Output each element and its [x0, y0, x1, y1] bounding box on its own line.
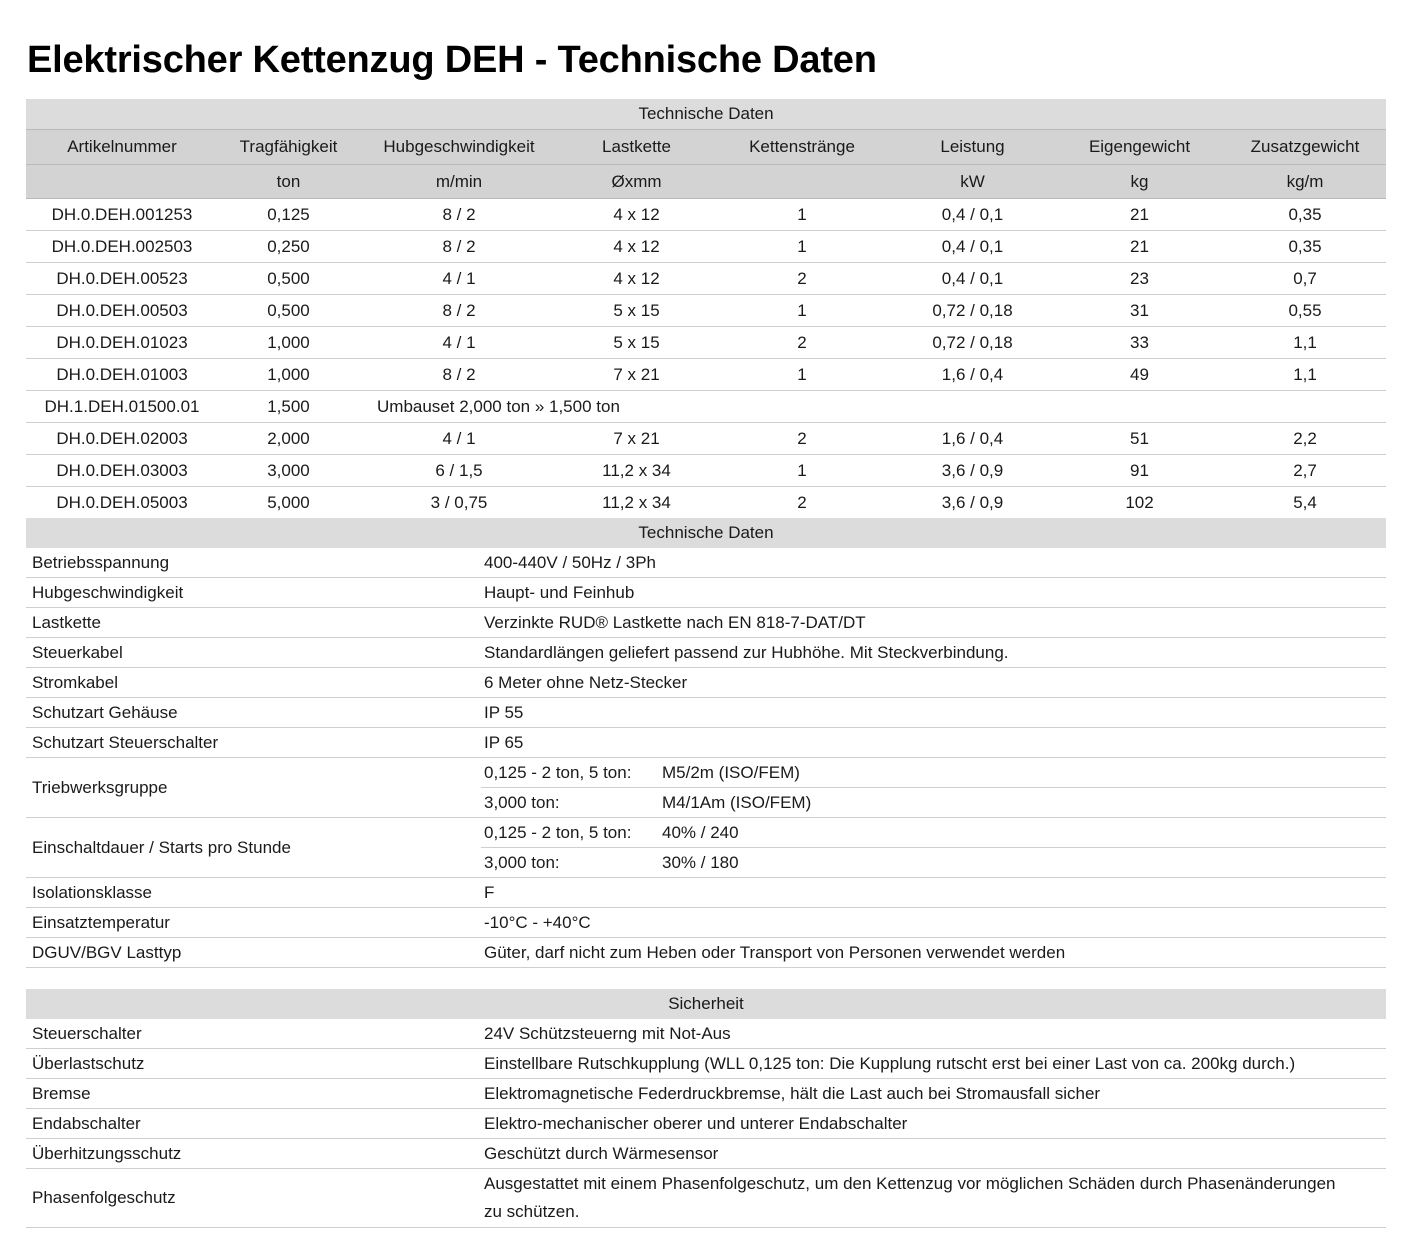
cell-lastkette: 7 x 21	[559, 423, 714, 455]
subvalue-row	[481, 788, 1386, 818]
column-header-tragfaehigkeit: Tragfähigkeit	[218, 130, 359, 165]
cell-eigengewicht: 33	[1055, 327, 1224, 359]
cell-hubgeschwindigkeit: 8 / 2	[359, 231, 559, 263]
cell-artikelnummer: DH.0.DEH.00503	[26, 295, 218, 327]
table-row-phasenfolgeschutz	[26, 1169, 1386, 1228]
row-value-stack	[481, 758, 1386, 818]
table-row	[26, 878, 1386, 908]
table-row	[26, 359, 1386, 391]
specs-table	[26, 99, 1386, 519]
table-row	[26, 295, 1386, 327]
unit-tragfaehigkeit: ton	[218, 165, 359, 199]
table-row	[26, 698, 1386, 728]
cell-leistung: 1,6 / 0,4	[890, 359, 1055, 391]
general-table-caption: Technische Daten	[26, 518, 1386, 548]
cell-eigengewicht: 102	[1055, 487, 1224, 519]
unit-kettenstraenge	[714, 165, 890, 199]
specs-table-unit-row	[26, 165, 1386, 199]
subvalue-row	[481, 758, 1386, 788]
table-row	[26, 638, 1386, 668]
row-label: Bremse	[26, 1079, 481, 1109]
cell-zusatzgewicht: 2,7	[1224, 455, 1386, 487]
row-value: 6 Meter ohne Netz-Stecker	[481, 668, 1386, 698]
cell-tragfaehigkeit: 0,250	[218, 231, 359, 263]
row-label: Einschaltdauer / Starts pro Stunde	[26, 818, 481, 878]
row-label: Isolationsklasse	[26, 878, 481, 908]
cell-eigengewicht: 23	[1055, 263, 1224, 295]
cell-lastkette: 5 x 15	[559, 295, 714, 327]
cell-zusatzgewicht: 1,1	[1224, 327, 1386, 359]
cell-lastkette: 7 x 21	[559, 359, 714, 391]
row-value: 24V Schützsteuerng mit Not-Aus	[481, 1019, 1386, 1049]
subvalue-condition: 0,125 - 2 ton, 5 ton:	[481, 818, 659, 848]
cell-artikelnummer: DH.0.DEH.01023	[26, 327, 218, 359]
cell-tragfaehigkeit: 0,500	[218, 295, 359, 327]
specs-table-caption-row	[26, 99, 1386, 130]
column-header-hubgeschwindigkeit: Hubgeschwindigkeit	[359, 130, 559, 165]
subvalue-condition: 3,000 ton:	[484, 792, 560, 812]
row-label: Betriebsspannung	[26, 548, 481, 578]
cell-eigengewicht: 21	[1055, 199, 1224, 231]
row-value: Elektromagnetische Federdruckbremse, hält die Last auch bei Stromausfall sicher	[481, 1079, 1386, 1109]
cell-lastkette: 5 x 15	[559, 327, 714, 359]
subvalue-value: M5/2m (ISO/FEM)	[659, 758, 1386, 788]
row-value: -10°C - +40°C	[481, 908, 1386, 938]
cell-kettenstraenge: 2	[714, 263, 890, 295]
cell-kettenstraenge: 1	[714, 199, 890, 231]
cell-artikelnummer: DH.0.DEH.001253	[26, 199, 218, 231]
subvalue-table	[481, 818, 1386, 877]
cell-artikelnummer: DH.0.DEH.03003	[26, 455, 218, 487]
column-header-eigengewicht: Eigengewicht	[1055, 130, 1224, 165]
table-row	[26, 199, 1386, 231]
cell-hubgeschwindigkeit: 4 / 1	[359, 263, 559, 295]
cell-artikelnummer: DH.0.DEH.00523	[26, 263, 218, 295]
table-row	[26, 1109, 1386, 1139]
column-header-leistung: Leistung	[890, 130, 1055, 165]
cell-eigengewicht: 49	[1055, 359, 1224, 391]
row-value: Elektro-mechanischer oberer und unterer Endabschalter	[481, 1109, 1386, 1139]
cell-hubgeschwindigkeit: 4 / 1	[359, 423, 559, 455]
cell-kettenstraenge: 2	[714, 423, 890, 455]
cell-lastkette: 4 x 12	[559, 231, 714, 263]
row-value: Verzinkte RUD® Lastkette nach EN 818-7-DAT/DT	[481, 608, 1386, 638]
table-row-umbauset	[26, 391, 1386, 423]
cell-zusatzgewicht: 1,1	[1224, 359, 1386, 391]
table-row	[26, 728, 1386, 758]
row-value: Güter, darf nicht zum Heben oder Transport von Personen verwendet werden	[481, 938, 1386, 968]
unit-artikelnummer	[26, 165, 218, 199]
cell-kettenstraenge: 1	[714, 295, 890, 327]
row-value: Einstellbare Rutschkupplung (WLL 0,125 ton: Die Kupplung rutscht erst bei einer Last von ca. 200kg durch.)	[481, 1049, 1386, 1079]
subvalue-condition: 3,000 ton:	[484, 852, 560, 872]
unit-leistung: kW	[890, 165, 1055, 199]
row-value-line-1: Ausgestattet mit einem Phasenfolgeschutz, um den Kettenzug vor möglichen Schäden durch Phasenänderungen	[484, 1174, 1336, 1193]
table-row-group-einschaltdauer	[26, 818, 1386, 878]
row-value-stack	[481, 818, 1386, 878]
cell-hubgeschwindigkeit: 3 / 0,75	[359, 487, 559, 519]
general-data-table	[26, 518, 1386, 968]
row-label: Überlastschutz	[26, 1049, 481, 1079]
specs-table-header-row	[26, 130, 1386, 165]
cell-lastkette: 4 x 12	[559, 199, 714, 231]
cell-artikelnummer: DH.1.DEH.01500.01	[26, 391, 218, 423]
page-title: Elektrischer Kettenzug DEH - Technische Daten	[27, 39, 877, 82]
row-value: 400-440V / 50Hz / 3Ph	[481, 548, 1386, 578]
row-label: Steuerschalter	[26, 1019, 481, 1049]
row-label: Endabschalter	[26, 1109, 481, 1139]
row-label: Stromkabel	[26, 668, 481, 698]
cell-umbauset-note: Umbauset 2,000 ton » 1,500 ton	[359, 391, 1386, 423]
cell-hubgeschwindigkeit: 4 / 1	[359, 327, 559, 359]
cell-hubgeschwindigkeit: 6 / 1,5	[359, 455, 559, 487]
cell-tragfaehigkeit: 0,500	[218, 263, 359, 295]
cell-artikelnummer: DH.0.DEH.002503	[26, 231, 218, 263]
cell-zusatzgewicht: 0,35	[1224, 199, 1386, 231]
cell-hubgeschwindigkeit: 8 / 2	[359, 295, 559, 327]
table-row	[26, 1019, 1386, 1049]
cell-leistung: 3,6 / 0,9	[890, 455, 1055, 487]
table-row	[26, 487, 1386, 519]
table-row	[26, 327, 1386, 359]
cell-tragfaehigkeit: 5,000	[218, 487, 359, 519]
cell-tragfaehigkeit: 1,000	[218, 327, 359, 359]
column-header-zusatzgewicht: Zusatzgewicht	[1224, 130, 1386, 165]
table-row	[26, 938, 1386, 968]
column-header-lastkette: Lastkette	[559, 130, 714, 165]
cell-eigengewicht: 51	[1055, 423, 1224, 455]
cell-leistung: 0,4 / 0,1	[890, 263, 1055, 295]
subvalue-value: M4/1Am (ISO/FEM)	[662, 792, 812, 812]
table-row	[26, 908, 1386, 938]
cell-hubgeschwindigkeit: 8 / 2	[359, 199, 559, 231]
cell-tragfaehigkeit: 3,000	[218, 455, 359, 487]
row-value: Standardlängen geliefert passend zur Hubhöhe. Mit Steckverbindung.	[481, 638, 1386, 668]
unit-hubgeschwindigkeit: m/min	[359, 165, 559, 199]
unit-lastkette: Øxmm	[559, 165, 714, 199]
unit-eigengewicht: kg	[1055, 165, 1224, 199]
subvalue-condition: 0,125 - 2 ton, 5 ton:	[481, 758, 659, 788]
subvalue-row	[481, 848, 1386, 878]
row-label: Triebwerksgruppe	[26, 758, 481, 818]
subvalue-row	[481, 818, 1386, 848]
cell-leistung: 0,72 / 0,18	[890, 295, 1055, 327]
table-row	[26, 263, 1386, 295]
table-row	[26, 1079, 1386, 1109]
row-label: Schutzart Gehäuse	[26, 698, 481, 728]
row-label: Phasenfolgeschutz	[26, 1169, 481, 1228]
table-row	[26, 548, 1386, 578]
row-value: IP 55	[481, 698, 1386, 728]
cell-lastkette: 11,2 x 34	[559, 487, 714, 519]
cell-leistung: 0,72 / 0,18	[890, 327, 1055, 359]
row-label: Steuerkabel	[26, 638, 481, 668]
table-row	[26, 423, 1386, 455]
cell-eigengewicht: 91	[1055, 455, 1224, 487]
table-row	[26, 231, 1386, 263]
cell-tragfaehigkeit: 1,500	[218, 391, 359, 423]
cell-kettenstraenge: 2	[714, 327, 890, 359]
table-row	[26, 1049, 1386, 1079]
cell-leistung: 0,4 / 0,1	[890, 231, 1055, 263]
table-row	[26, 668, 1386, 698]
table-row	[26, 1139, 1386, 1169]
cell-hubgeschwindigkeit: 8 / 2	[359, 359, 559, 391]
safety-table-caption-row	[26, 989, 1386, 1019]
table-row-group-triebwerksgruppe	[26, 758, 1386, 818]
row-label: DGUV/BGV Lasttyp	[26, 938, 481, 968]
row-label: Schutzart Steuerschalter	[26, 728, 481, 758]
cell-zusatzgewicht: 2,2	[1224, 423, 1386, 455]
cell-artikelnummer: DH.0.DEH.01003	[26, 359, 218, 391]
row-label: Einsatztemperatur	[26, 908, 481, 938]
safety-table-caption: Sicherheit	[26, 989, 1386, 1019]
row-value: Haupt- und Feinhub	[481, 578, 1386, 608]
cell-leistung: 0,4 / 0,1	[890, 199, 1055, 231]
table-row	[26, 608, 1386, 638]
row-label: Hubgeschwindigkeit	[26, 578, 481, 608]
cell-kettenstraenge: 1	[714, 231, 890, 263]
cell-leistung: 1,6 / 0,4	[890, 423, 1055, 455]
cell-eigengewicht: 31	[1055, 295, 1224, 327]
cell-zusatzgewicht: 0,7	[1224, 263, 1386, 295]
cell-artikelnummer: DH.0.DEH.05003	[26, 487, 218, 519]
cell-artikelnummer: DH.0.DEH.02003	[26, 423, 218, 455]
cell-tragfaehigkeit: 1,000	[218, 359, 359, 391]
cell-kettenstraenge: 1	[714, 359, 890, 391]
subvalue-value: 30% / 180	[662, 852, 739, 872]
unit-zusatzgewicht: kg/m	[1224, 165, 1386, 199]
cell-tragfaehigkeit: 2,000	[218, 423, 359, 455]
column-header-artikelnummer: Artikelnummer	[26, 130, 218, 165]
row-value	[481, 1169, 1386, 1228]
row-value: F	[481, 878, 1386, 908]
cell-lastkette: 11,2 x 34	[559, 455, 714, 487]
row-value: Geschützt durch Wärmesensor	[481, 1139, 1386, 1169]
cell-zusatzgewicht: 5,4	[1224, 487, 1386, 519]
table-row	[26, 455, 1386, 487]
cell-leistung: 3,6 / 0,9	[890, 487, 1055, 519]
table-row	[26, 578, 1386, 608]
row-label: Überhitzungsschutz	[26, 1139, 481, 1169]
cell-zusatzgewicht: 0,55	[1224, 295, 1386, 327]
safety-table	[26, 989, 1386, 1228]
cell-eigengewicht: 21	[1055, 231, 1224, 263]
row-label: Lastkette	[26, 608, 481, 638]
cell-kettenstraenge: 1	[714, 455, 890, 487]
subvalue-value: 40% / 240	[659, 818, 1386, 848]
subvalue-table	[481, 758, 1386, 817]
cell-kettenstraenge: 2	[714, 487, 890, 519]
row-value-line-2: zu schützen.	[484, 1202, 580, 1221]
cell-zusatzgewicht: 0,35	[1224, 231, 1386, 263]
row-value: IP 65	[481, 728, 1386, 758]
cell-tragfaehigkeit: 0,125	[218, 199, 359, 231]
column-header-kettenstraenge: Kettenstränge	[714, 130, 890, 165]
specs-table-caption: Technische Daten	[26, 99, 1386, 130]
general-table-caption-row	[26, 518, 1386, 548]
cell-lastkette: 4 x 12	[559, 263, 714, 295]
